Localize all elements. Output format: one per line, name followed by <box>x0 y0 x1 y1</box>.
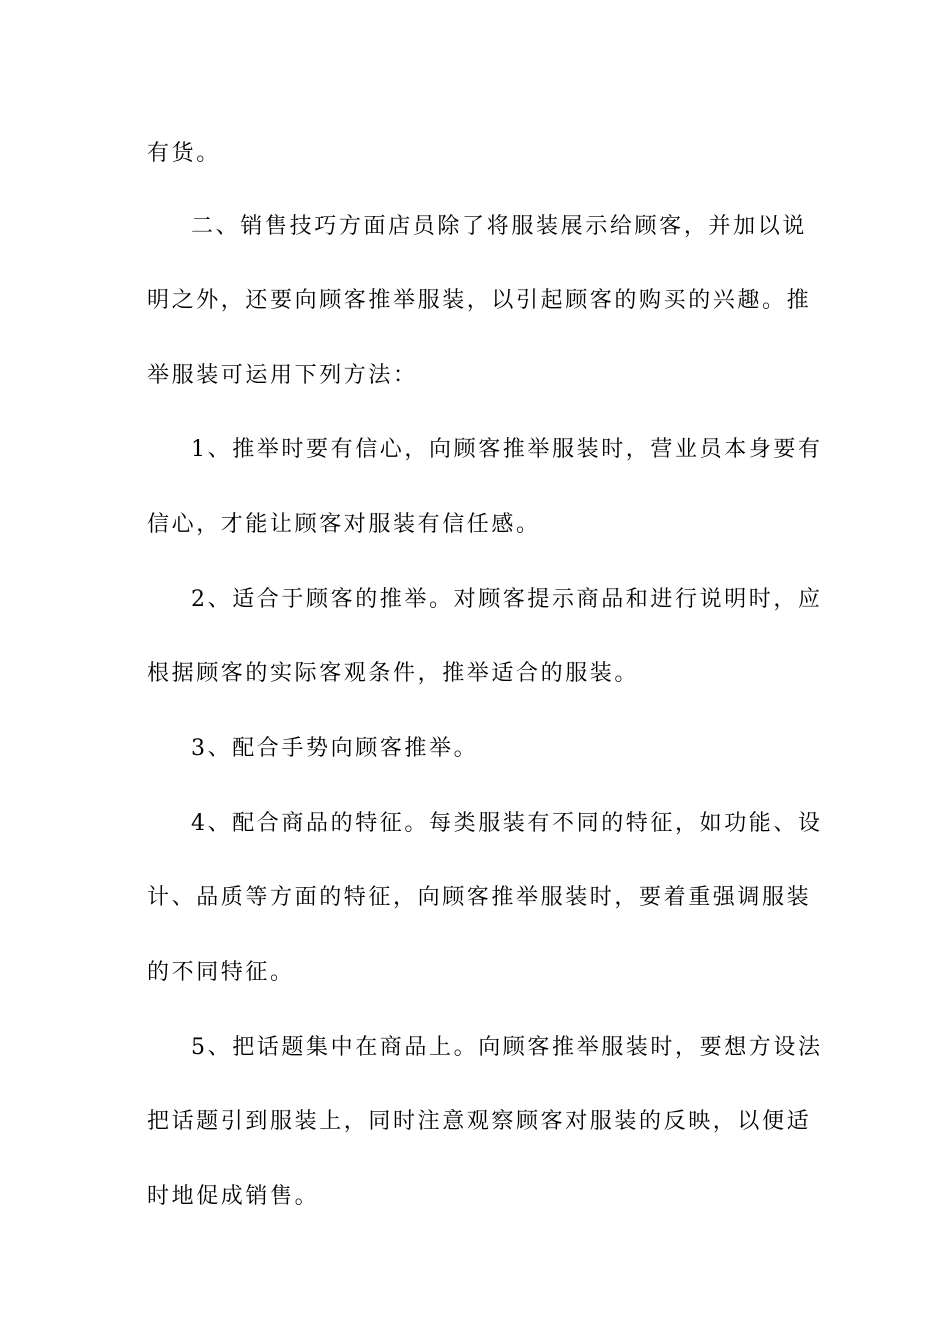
text-line-8: 根据顾客的实际客观条件，推举适合的服装。 <box>147 661 640 686</box>
text-line-6: 信心，才能让顾客对服装有信任感。 <box>147 512 541 537</box>
text-line-3: 明之外，还要向顾客推举服装，以引起顾客的购买的兴趣。推 <box>147 288 812 313</box>
text-line-14: 把话题引到服装上，同时注意观察顾客对服装的反映，以便适 <box>147 1109 812 1134</box>
text-line-12: 的不同特征。 <box>147 960 295 985</box>
text-line-13: 5、把话题集中在商品上。向顾客推举服装时，要想方设法 <box>191 1035 823 1060</box>
text-line-11: 计、品质等方面的特征，向顾客推举服装时，要着重强调服装 <box>147 885 812 910</box>
text-line-5: 1、推举时要有信心，向顾客推举服装时，营业员本身要有 <box>191 437 823 462</box>
text-line-15: 时地促成销售。 <box>147 1184 320 1209</box>
text-line-7: 2、适合于顾客的推举。对顾客提示商品和进行说明时，应 <box>191 587 823 612</box>
text-line-10: 4、配合商品的特征。每类服装有不同的特征，如功能、设 <box>191 811 823 836</box>
text-line-1: 有货。 <box>147 141 221 166</box>
text-line-4: 举服装可运用下列方法： <box>147 363 418 388</box>
text-line-2: 二、销售技巧方面店员除了将服装展示给顾客，并加以说 <box>191 214 807 239</box>
text-line-9: 3、配合手势向顾客推举。 <box>191 736 479 761</box>
